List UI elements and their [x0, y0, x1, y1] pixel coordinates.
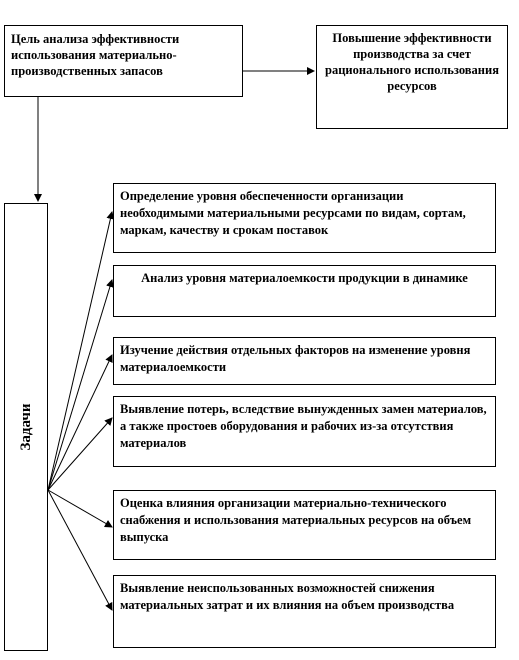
task-text-1: Определение уровня обеспеченности организации необходимыми материальными ресурсами по видам, сортам, маркам, качеству и срокам поставок	[120, 189, 466, 237]
task-box-6	[113, 575, 496, 648]
task-box-4	[113, 396, 496, 467]
arrow-tasks-to-task-1	[48, 212, 112, 490]
tasks-box	[4, 203, 48, 651]
goal-text: Цель анализа эффективности использования материально-производственных запасов	[11, 32, 180, 78]
task-text-2: Анализ уровня материалоемкости продукции в динамике	[141, 271, 468, 285]
result-text: Повышение эффективности производства за счет рационального использования ресурсов	[325, 31, 499, 93]
task-box-3	[113, 337, 496, 385]
tasks-label: Задачи	[18, 403, 34, 451]
task-box-5	[113, 490, 496, 560]
task-text-4: Выявление потерь, вследствие вынужденных замен материалов, а также простоев оборудования и рабочих из-за отсутствия материалов	[120, 402, 487, 450]
task-text-5: Оценка влияния организации материально-технического снабжения и использования материальных ресурсов на объем выпуска	[120, 496, 472, 544]
arrow-tasks-to-task-4	[48, 418, 112, 490]
result-box	[316, 25, 508, 129]
task-box-2	[113, 265, 496, 317]
task-box-1	[113, 183, 496, 253]
task-text-3: Изучение действия отдельных факторов на изменение уровня материалоемкости	[120, 343, 471, 374]
goal-box	[4, 25, 243, 97]
task-text-6: Выявление неиспользованных возможностей снижения материальных затрат и их влияния на объем производства	[120, 581, 455, 612]
arrow-tasks-to-task-2	[48, 280, 112, 490]
arrow-tasks-to-task-3	[48, 355, 112, 490]
